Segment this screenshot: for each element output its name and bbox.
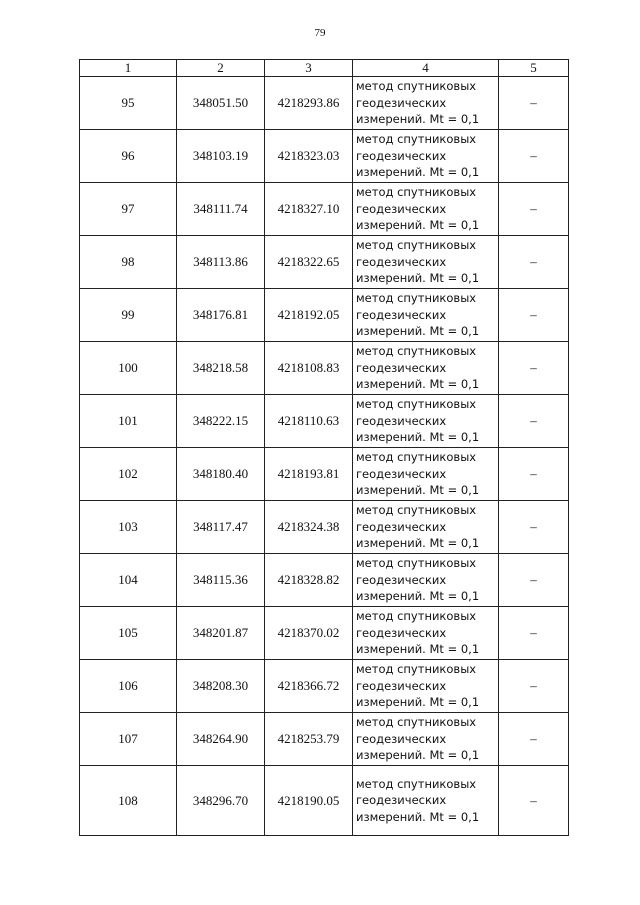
table-row <box>80 77 569 130</box>
y-coordinate-cell: 4218108.83 <box>265 342 353 395</box>
page-number: 79 <box>314 27 326 39</box>
table-row <box>80 183 569 236</box>
x-coordinate-cell: 348111.74 <box>177 183 265 236</box>
method-description-cell <box>353 289 499 342</box>
table-row <box>80 660 569 713</box>
method-description-line: геодезических <box>356 413 447 428</box>
y-coordinate-cell: 4218324.38 <box>265 501 353 554</box>
x-coordinate-cell: 348180.40 <box>177 448 265 501</box>
method-description-cell <box>353 183 499 236</box>
x-coordinate-cell: 348115.36 <box>177 554 265 607</box>
column-header: 1 <box>80 60 177 77</box>
method-description-line: метод спутниковых <box>356 450 477 465</box>
method-description-line: измерений. Mt = 0,1 <box>356 324 480 339</box>
y-coordinate-cell: 4218190.05 <box>265 766 353 836</box>
x-coordinate-cell: 348264.90 <box>177 713 265 766</box>
coordinates-table <box>79 59 569 836</box>
method-description-cell <box>353 713 499 766</box>
column-header: 4 <box>353 60 499 77</box>
x-coordinate-cell: 348113.86 <box>177 236 265 289</box>
y-coordinate-cell: 4218322.65 <box>265 236 353 289</box>
dash-cell: – <box>499 289 569 342</box>
method-description-line: измерений. Mt = 0,1 <box>356 642 480 657</box>
table-row <box>80 395 569 448</box>
table-row <box>80 766 569 836</box>
method-description-line: измерений. Mt = 0,1 <box>356 748 480 763</box>
dash-cell: – <box>499 713 569 766</box>
dash-cell: – <box>499 448 569 501</box>
x-coordinate-cell: 348117.47 <box>177 501 265 554</box>
point-number-cell: 96 <box>80 130 177 183</box>
method-description-line: геодезических <box>356 678 447 693</box>
point-number-cell: 99 <box>80 289 177 342</box>
method-description-line: геодезических <box>356 519 447 534</box>
x-coordinate-cell: 348051.50 <box>177 77 265 130</box>
dash-cell: – <box>499 501 569 554</box>
method-description-line: метод спутниковых <box>356 132 477 147</box>
x-coordinate-cell: 348103.19 <box>177 130 265 183</box>
method-description-line: измерений. Mt = 0,1 <box>356 218 480 233</box>
y-coordinate-cell: 4218293.86 <box>265 77 353 130</box>
method-description-line: измерений. Mt = 0,1 <box>356 430 480 445</box>
method-description-line: метод спутниковых <box>356 715 477 730</box>
method-description-line: геодезических <box>356 148 447 163</box>
method-description-cell <box>353 77 499 130</box>
header-row <box>80 60 569 77</box>
method-description-cell <box>353 501 499 554</box>
method-description-cell <box>353 766 499 836</box>
y-coordinate-cell: 4218370.02 <box>265 607 353 660</box>
method-description-line: метод спутниковых <box>356 185 477 200</box>
dash-cell: – <box>499 236 569 289</box>
method-description-line: измерений. Mt = 0,1 <box>356 536 480 551</box>
point-number-cell: 108 <box>80 766 177 836</box>
method-description-line: геодезических <box>356 466 447 481</box>
method-description-line: измерений. Mt = 0,1 <box>356 695 480 710</box>
method-description-line: метод спутниковых <box>356 79 477 94</box>
method-description-line: геодезических <box>356 731 447 746</box>
dash-cell: – <box>499 660 569 713</box>
dash-cell: – <box>499 183 569 236</box>
x-coordinate-cell: 348296.70 <box>177 766 265 836</box>
method-description-line: метод спутниковых <box>356 238 477 253</box>
method-description-line: метод спутниковых <box>356 344 477 359</box>
column-header: 5 <box>499 60 569 77</box>
table-row <box>80 501 569 554</box>
point-number-cell: 95 <box>80 77 177 130</box>
method-description-line: измерений. Mt = 0,1 <box>356 112 480 127</box>
method-description-cell <box>353 395 499 448</box>
method-description-line: геодезических <box>356 95 447 110</box>
method-description-line: измерений. Mt = 0,1 <box>356 377 480 392</box>
method-description-line: измерений. Mt = 0,1 <box>356 271 480 286</box>
point-number-cell: 97 <box>80 183 177 236</box>
method-description-line: метод спутниковых <box>356 291 477 306</box>
x-coordinate-cell: 348208.30 <box>177 660 265 713</box>
point-number-cell: 102 <box>80 448 177 501</box>
dash-cell: – <box>499 554 569 607</box>
y-coordinate-cell: 4218253.79 <box>265 713 353 766</box>
point-number-cell: 98 <box>80 236 177 289</box>
method-description-cell <box>353 342 499 395</box>
method-description-line: метод спутниковых <box>356 503 477 518</box>
point-number-cell: 105 <box>80 607 177 660</box>
method-description-cell <box>353 607 499 660</box>
y-coordinate-cell: 4218110.63 <box>265 395 353 448</box>
method-description-cell <box>353 236 499 289</box>
method-description-line: метод спутниковых <box>356 776 477 791</box>
dash-cell: – <box>499 130 569 183</box>
method-description-cell <box>353 554 499 607</box>
method-description-line: измерений. Mt = 0,1 <box>356 809 480 824</box>
method-description-line: геодезических <box>356 572 447 587</box>
y-coordinate-cell: 4218323.03 <box>265 130 353 183</box>
method-description-line: измерений. Mt = 0,1 <box>356 483 480 498</box>
method-description-line: геодезических <box>356 360 447 375</box>
method-description-line: измерений. Mt = 0,1 <box>356 589 480 604</box>
x-coordinate-cell: 348176.81 <box>177 289 265 342</box>
dash-cell: – <box>499 607 569 660</box>
y-coordinate-cell: 4218328.82 <box>265 554 353 607</box>
point-number-cell: 100 <box>80 342 177 395</box>
dash-cell: – <box>499 766 569 836</box>
x-coordinate-cell: 348218.58 <box>177 342 265 395</box>
method-description-line: геодезических <box>356 254 447 269</box>
table-row <box>80 713 569 766</box>
method-description-line: геодезических <box>356 793 447 808</box>
dash-cell: – <box>499 395 569 448</box>
method-description-cell <box>353 448 499 501</box>
table-row <box>80 130 569 183</box>
method-description-line: метод спутниковых <box>356 397 477 412</box>
method-description-line: метод спутниковых <box>356 609 477 624</box>
table-row <box>80 554 569 607</box>
dash-cell: – <box>499 342 569 395</box>
y-coordinate-cell: 4218192.05 <box>265 289 353 342</box>
point-number-cell: 101 <box>80 395 177 448</box>
y-coordinate-cell: 4218193.81 <box>265 448 353 501</box>
dash-cell: – <box>499 77 569 130</box>
point-number-cell: 103 <box>80 501 177 554</box>
method-description-line: геодезических <box>356 625 447 640</box>
column-header: 2 <box>177 60 265 77</box>
method-description-line: геодезических <box>356 201 447 216</box>
table-row <box>80 342 569 395</box>
table-row <box>80 448 569 501</box>
y-coordinate-cell: 4218366.72 <box>265 660 353 713</box>
table-row <box>80 236 569 289</box>
method-description-line: метод спутниковых <box>356 662 477 677</box>
method-description-cell <box>353 130 499 183</box>
column-header: 3 <box>265 60 353 77</box>
method-description-line: измерений. Mt = 0,1 <box>356 165 480 180</box>
x-coordinate-cell: 348201.87 <box>177 607 265 660</box>
point-number-cell: 106 <box>80 660 177 713</box>
table-row <box>80 607 569 660</box>
table-row <box>80 289 569 342</box>
method-description-cell <box>353 660 499 713</box>
point-number-cell: 107 <box>80 713 177 766</box>
y-coordinate-cell: 4218327.10 <box>265 183 353 236</box>
x-coordinate-cell: 348222.15 <box>177 395 265 448</box>
point-number-cell: 104 <box>80 554 177 607</box>
method-description-line: геодезических <box>356 307 447 322</box>
method-description-line: метод спутниковых <box>356 556 477 571</box>
